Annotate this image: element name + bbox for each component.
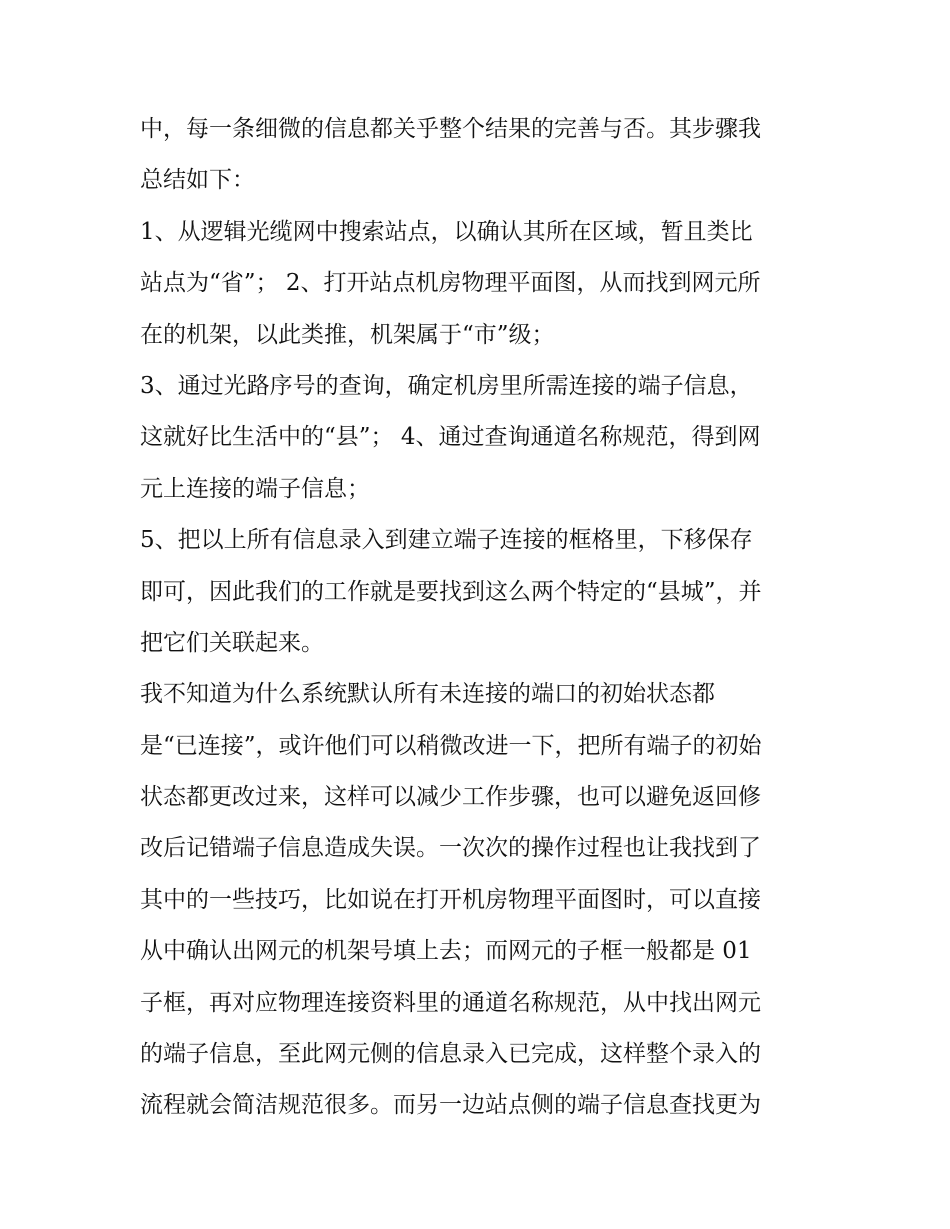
text-line: 子框，再对应物理连接资料里的通道名称规范，从中找出网元 [140, 989, 761, 1016]
text-line: 3、通过光路序号的查询，确定机房里所需连接的端子信息， [140, 372, 753, 399]
text-line: 的端子信息，至此网元侧的信息录入已完成，这样整个录入的 [140, 1041, 761, 1068]
text-line: 我不知道为什么系统默认所有未连接的端口的初始状态都 [140, 681, 715, 708]
text-line: 总结如下： [140, 167, 255, 194]
text-line: 站点为“省”； 2、打开站点机房物理平面图，从而找到网元所 [140, 270, 761, 297]
text-line: 元上连接的端子信息； [140, 475, 370, 502]
text-line: 流程就会简洁规范很多。而另一边站点侧的端子信息查找更为 [140, 1092, 761, 1119]
text-line: 即可，因此我们的工作就是要找到这么两个特定的“县城”，并 [140, 578, 762, 605]
text-line: 其中的一些技巧，比如说在打开机房物理平面图时，可以直接 [140, 886, 761, 913]
text-line: 这就好比生活中的“县”； 4、通过查询通道名称规范，得到网 [140, 424, 761, 451]
text-line: 是“已连接”，或许他们可以稍微改进一下，把所有端子的初始 [140, 732, 762, 759]
text-line: 把它们关联起来。 [140, 629, 324, 656]
text-line: 改后记错端子信息造成失误。一次次的操作过程也让我找到了 [140, 835, 761, 862]
text-line: 在的机架，以此类推，机架属于“市”级； [140, 321, 555, 348]
text-line: 中，每一条细微的信息都关乎整个结果的完善与否。其步骤我 [140, 116, 761, 142]
text-line: 5、把以上所有信息录入到建立端子连接的框格里，下移保存 [140, 527, 753, 554]
text-line: 从中确认出网元的机架号填上去；而网元的子框一般都是 01 [140, 938, 752, 965]
body-text [140, 104, 820, 1132]
text-line: 状态都更改过来，这样可以减少工作步骤，也可以避免返回修 [140, 784, 761, 811]
text-line: 1、从逻辑光缆网中搜索站点，以确认其所在区域，暂且类比 [140, 218, 753, 245]
